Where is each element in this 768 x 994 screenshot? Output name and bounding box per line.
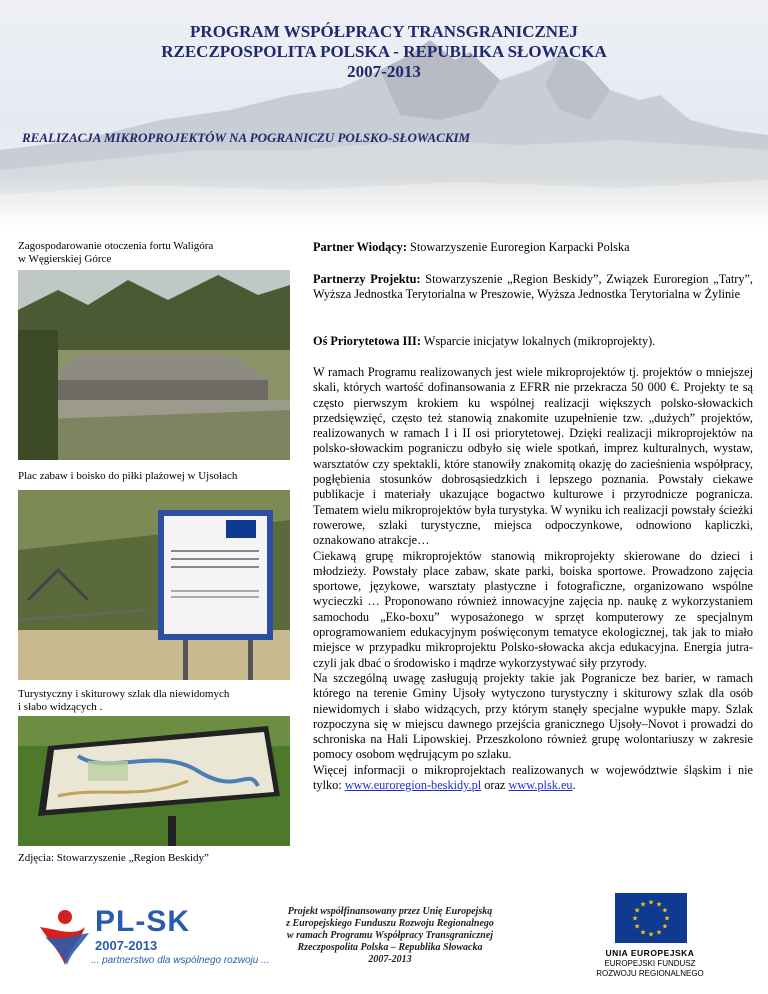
lead-partner	[313, 240, 753, 255]
photo3-caption-line1: Turystyczny i skiturowy szlak dla niewidomych	[18, 688, 230, 700]
photo3-caption-line2: i słabo widzących .	[18, 701, 103, 713]
title-line-1: PROGRAM WSPÓŁPRACY TRANSGRANICZNEJ	[190, 22, 578, 41]
program-title	[0, 22, 768, 82]
project-partners-value: Stowarzyszenie „Region Beskidy”, Związek Euroregion „Tatry”, Wyższa Jednostka Terytorialna w Preszowie, Wyższa Jednostka Terytorialna w Żylinie	[313, 272, 754, 302]
title-line-3: 2007-2013	[347, 62, 421, 81]
priority-axis-value: Wsparcie inicjatyw lokalnych (mikroprojekty).	[420, 334, 656, 348]
photo2-caption: Plac zabaw i boisko do piłki plażowej w Ujsołach	[18, 470, 238, 482]
cofinancing-line-3: w ramach Programu Współpracy Transgranicznej	[286, 930, 494, 941]
photo-credits: Zdjęcia: Stowarzyszenie „Region Beskidy”	[18, 852, 209, 864]
body-paragraph-2: Ciekawą grupę mikroprojektów stanowią mikroprojekty skierowane do dzieci i młodzieży. Powstały place zabaw, skate parki, boiska sportowe. Prowadzono zajęcia sportowe, językowe, warsztaty plastyczne i fotograficzne, organizowano wspólne wycieczki … Proponowano również innowacyjne zajęcia np. naukę z wykorzystaniem samochodu „Eko-boxu” wyposażonego w sprzęt komputerowy ze specjalnym oprogramowaniem edukacyjnym poświęconym tematyce ekologicznej, tak jak to miało miejsce w przypadku mikroprojektu Polsko-słowacka akcja edukacyjna. Energia jutra-czyli jak dbać o środowisko i mądrze wykorzystywać siły przyrody.	[313, 548, 753, 670]
eu-star-icon: ★	[661, 906, 669, 915]
body-paragraph-1: W ramach Programu realizowanych jest wiele mikroprojektów tj. projektów o mniejszej skali, których wartość dofinansowania z EFRR nie przekracza 50 000 €. Projekty te są często pierwszym krokiem ku wspólnej realizacji większych polsko-słowackich przedsięwzięć, często też stanowią znakomite uzupełnienie tzw. „dużych” projektów, realizowanych w ramach I i II osi priorytetowej. Dzięki realizacji mikroprojektów na polsko-słowackim pograniczu odbyło się wiele spotkań, imprez kulturalnych, wystaw, warsztatów czy spektakli, które stanowiły znakomitą okazję do zacieśnienia współpracy, pogłębienia stosunków dobrosąsiedzkich i lepszego poznania. Powstały ciekawe publikacje i materiały ukazujące bogactwo kulturowe i przyrodnicze pogranicza. Tematem wielu mikroprojektów była turystyka. W wyniku ich realizacji powstały ścieżki rowerowe, szlaki turystyczne, miejsca odpoczynkowe, odnowiono kapliczki, oznakowano atrakcje…	[313, 365, 753, 548]
body-paragraph-4	[313, 763, 753, 794]
page-subtitle: REALIZACJA MIKROPROJEKTÓW NA POGRANICZU POLSKO-SŁOWACKIM	[22, 130, 471, 145]
eu-star-icon: ★	[661, 922, 669, 931]
plsk-figure-icon	[35, 907, 93, 967]
photo-fort-waligora	[18, 270, 290, 460]
eu-flag-icon	[615, 893, 687, 943]
priority-axis	[313, 334, 753, 349]
eu-fund-line1: EUROPEJSKI FUNDUSZ	[604, 959, 696, 968]
eu-star-icon: ★	[647, 898, 655, 907]
lead-partner-label: Partner Wiodący:	[313, 240, 407, 254]
eu-star-icon: ★	[639, 900, 647, 909]
project-partners-label: Partnerzy Projektu:	[313, 272, 421, 286]
priority-axis-label: Oś Priorytetowa III:	[313, 334, 421, 348]
project-partners	[313, 272, 753, 303]
eu-logo	[590, 893, 710, 983]
body-text	[313, 365, 753, 793]
body-paragraph-3: Na szczególną uwagę zasługują projekty takie jak Pogranicze bez barier, w ramach którego na terenie Gminy Ujsoły wytyczono turystyczny i skiturowy szlak dla osób niewidomych i słabo widzących, przy którym stanęły specjalne wypukłe mapy. Szlak rozpoczyna się w miejscu dawnego przejścia granicznego Ujsoły–Novot i prowadzi do schroniska na Hali Lipowskiej. Przeszkolono również grupę wolontariuszy w zakresie pomocy osobom wędrującym po szlaku.	[313, 670, 753, 762]
photo3-caption	[18, 688, 273, 714]
plsk-name: PL-SK	[95, 905, 190, 938]
plsk-slogan: ... partnerstwo dla wspólnego rozwoju ...	[91, 955, 270, 966]
photo-playground-ujsoly	[18, 490, 290, 680]
eu-star-icon: ★	[647, 930, 655, 939]
cofinancing-note	[275, 906, 505, 966]
plsk-years: 2007-2013	[95, 938, 158, 953]
title-line-2: RZECZPOSPOLITA POLSKA - REPUBLIKA SŁOWACKA	[161, 42, 607, 61]
photo1-caption-line2: w Węgierskiej Górce	[18, 253, 112, 265]
photo1-caption	[18, 240, 273, 266]
photo-tactile-map	[18, 716, 290, 846]
cofinancing-line-1: Projekt współfinansowany przez Unię Europejską	[287, 906, 493, 917]
plsk-link[interactable]: www.plsk.eu	[508, 778, 573, 793]
eu-fund-line2: ROZWOJU REGIONALNEGO	[596, 969, 704, 978]
euroregion-beskidy-link[interactable]: www.euroregion-beskidy.pl	[344, 778, 482, 793]
cofinancing-line-2: z Europejskiego Funduszu Rozwoju Regionalnego	[286, 918, 494, 929]
eu-star-icon: ★	[631, 914, 639, 923]
more-info-connector: oraz	[481, 778, 509, 793]
eu-star-icon: ★	[633, 906, 641, 915]
eu-name: UNIA EUROPEJSKA	[605, 948, 695, 958]
more-info-end: .	[572, 778, 576, 793]
more-info-text: Więcej informacji o mikroprojektach realizowanych w województwie śląskim i nie tylko:	[313, 762, 753, 793]
eu-star-icon: ★	[655, 900, 663, 909]
eu-star-icon: ★	[633, 922, 641, 931]
eu-star-icon: ★	[655, 928, 663, 937]
eu-star-icon: ★	[663, 914, 671, 923]
cofinancing-line-4: Rzeczpospolita Polska – Republika Słowacka	[297, 942, 483, 953]
plsk-logo	[35, 905, 275, 975]
photo1-caption-line1: Zagospodarowanie otoczenia fortu Waligóra	[18, 240, 214, 252]
eu-star-icon: ★	[639, 928, 647, 937]
cofinancing-line-5: 2007-2013	[368, 954, 412, 965]
lead-partner-value: Stowarzyszenie Euroregion Karpacki Polska	[406, 240, 630, 254]
